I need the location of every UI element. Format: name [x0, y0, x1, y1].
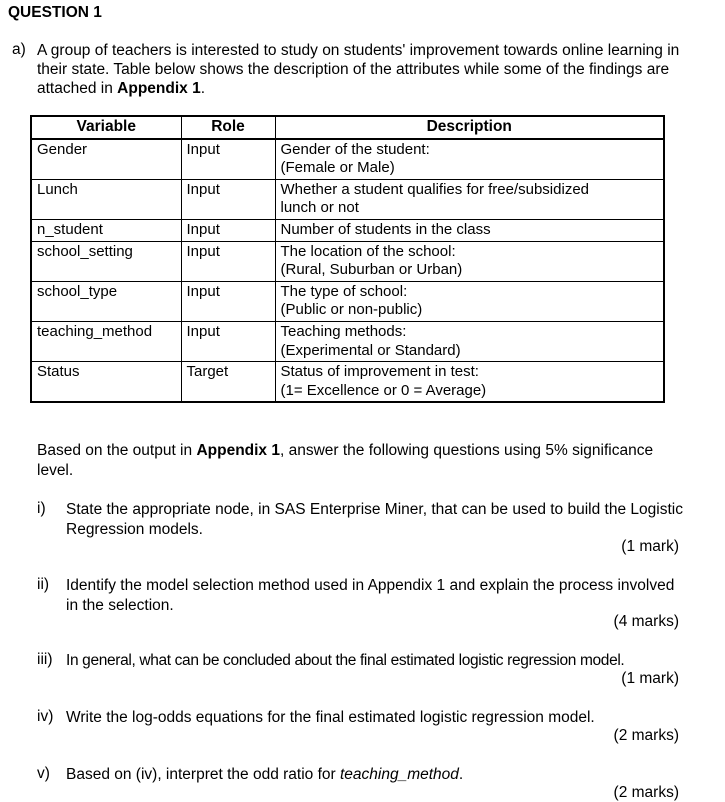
- cell-description: Number of students in the class: [275, 219, 664, 241]
- cell-variable: Gender: [31, 139, 181, 180]
- question-number: iv): [37, 708, 54, 725]
- cell-description: Gender of the student: (Female or Male): [275, 139, 664, 180]
- cell-role: Input: [181, 179, 275, 219]
- instructions-post: , answer the following questions using 5% significance level.: [37, 442, 654, 479]
- question-heading: QUESTION 1: [8, 4, 102, 21]
- table-row: [31, 241, 664, 281]
- part-a-intro: [37, 41, 687, 98]
- question-text-end: .: [458, 766, 464, 783]
- header-variable: Variable: [31, 116, 181, 139]
- intro-text: A group of teachers is interested to study on students' improvement towards online learning in their state. Table below shows the description of the attributes while some of the findings are attached in: [37, 42, 680, 97]
- intro-end: .: [200, 80, 206, 97]
- question-text-variable: teaching_method: [339, 766, 459, 783]
- question-marks: (1 mark): [621, 670, 679, 687]
- header-description: Description: [275, 116, 664, 139]
- cell-description: The location of the school: (Rural, Suburban or Urban): [275, 241, 664, 281]
- table-header-row: [31, 116, 664, 139]
- header-role: Role: [181, 116, 275, 139]
- table-row: [31, 179, 664, 219]
- cell-variable: Lunch: [31, 179, 181, 219]
- instructions-appendix-ref: Appendix 1: [196, 442, 280, 459]
- cell-variable: Status: [31, 362, 181, 403]
- question-text: State the appropriate node, in SAS Enterprise Miner, that can be used to build the Logistic Regression models.: [66, 501, 683, 538]
- cell-role: Input: [181, 321, 275, 361]
- question-marks: (2 marks): [613, 784, 679, 801]
- cell-description: Whether a student qualifies for free/subsidized lunch or not: [275, 179, 664, 219]
- cell-variable: school_setting: [31, 241, 181, 281]
- question-number: ii): [37, 576, 50, 593]
- table-row: [31, 362, 664, 403]
- question-number: v): [37, 765, 50, 782]
- cell-variable: n_student: [31, 219, 181, 241]
- instructions-paragraph: [37, 441, 692, 480]
- question-text: Identify the model selection method used in Appendix 1 and explain the process involved in the selection.: [66, 577, 675, 614]
- question-text: [66, 765, 688, 785]
- question-text: Write the log-odds equations for the final estimated logistic regression model.: [66, 709, 595, 726]
- cell-role: Input: [181, 281, 275, 321]
- instructions-pre: Based on the output in: [37, 442, 197, 459]
- cell-role: Target: [181, 362, 275, 403]
- cell-role: Input: [181, 241, 275, 281]
- cell-description: Teaching methods: (Experimental or Standard): [275, 321, 664, 361]
- question-number: iii): [37, 651, 53, 668]
- intro-appendix-ref: Appendix 1: [117, 80, 201, 97]
- cell-variable: school_type: [31, 281, 181, 321]
- table-row: [31, 219, 664, 241]
- table-row: [31, 281, 664, 321]
- cell-description: Status of improvement in test: (1= Excellence or 0 = Average): [275, 362, 664, 403]
- question-marks: (4 marks): [613, 613, 679, 630]
- question-marks: (2 marks): [613, 727, 679, 744]
- cell-role: Input: [181, 219, 275, 241]
- question-number: i): [37, 500, 46, 517]
- part-a-label: a): [12, 41, 26, 58]
- table-row: [31, 139, 664, 180]
- attributes-table: [30, 115, 665, 403]
- table-row: [31, 321, 664, 361]
- cell-role: Input: [181, 139, 275, 180]
- question-text-main: Based on (iv), interpret the odd ratio for: [66, 766, 340, 783]
- cell-variable: teaching_method: [31, 321, 181, 361]
- question-text: In general, what can be concluded about the final estimated logistic regression model.: [66, 652, 625, 669]
- question-marks: (1 mark): [621, 538, 679, 555]
- cell-description: The type of school: (Public or non-public): [275, 281, 664, 321]
